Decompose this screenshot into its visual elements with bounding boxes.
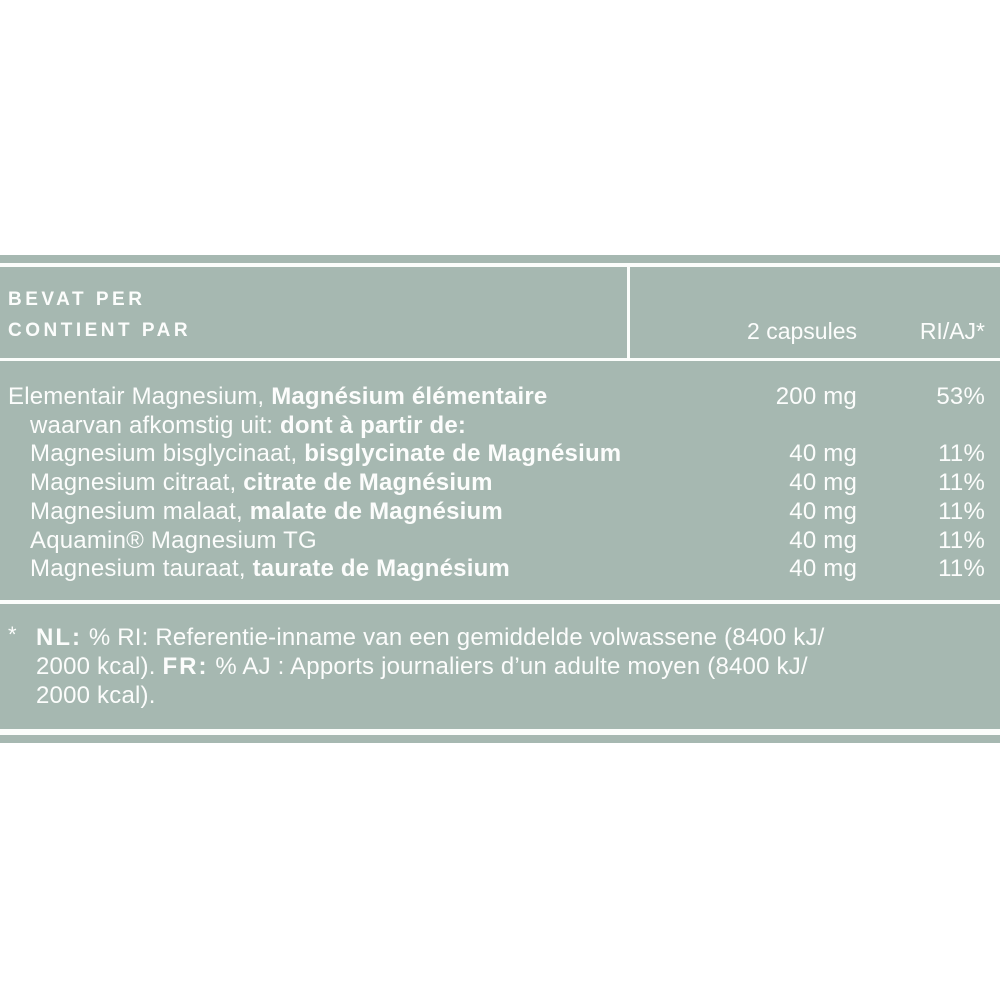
ingredient-amount (747, 412, 857, 441)
ingredient-ri (857, 412, 985, 441)
ingredient-ri: 11% (938, 497, 985, 525)
ingredient-name-nl: Magnesium bisglycinaat, (30, 440, 305, 468)
ingredient-name-nl: Magnesium tauraat, (30, 555, 253, 583)
ingredient-name-nl: Magnesium malaat, (30, 497, 250, 525)
ingredient-amount: 200 mg (775, 383, 857, 410)
ingredient-amount: 40 mg (789, 497, 857, 525)
column-header-ri: RI/AJ* (919, 318, 985, 344)
table-row (8, 412, 985, 441)
ingredient-name-fr: citrate de Magnésium (243, 469, 493, 497)
panel-title-line1: BEVAT PER (8, 289, 146, 310)
ingredient-name (8, 527, 747, 556)
footnote-fr-text: % AJ : Apports journaliers d’un adulte moyen (8400 kJ/ (208, 653, 808, 680)
ingredient-amount: 40 mg (789, 440, 857, 468)
ingredient-name (8, 498, 747, 527)
footnote-asterisk: * (8, 622, 17, 647)
ingredient-ri: 11% (938, 469, 985, 497)
ingredient-name-nl: Magnesium citraat, (30, 469, 244, 497)
footnote-fr-label: FR: (162, 653, 209, 680)
column-headers (0, 267, 1000, 358)
table-row (8, 555, 985, 584)
ingredient-name (8, 412, 747, 441)
table-row (8, 383, 985, 412)
ingredient-name-fr: bisglycinate de Magnésium (304, 440, 622, 468)
ingredient-amount: 40 mg (789, 555, 857, 583)
ingredient-name-nl: Elementair Magnesium, (8, 383, 272, 410)
ingredient-name (8, 440, 747, 469)
ingredient-ri: 11% (938, 440, 985, 468)
panel-title-line2: CONTIENT PAR (8, 320, 192, 341)
ingredient-name-fr: dont à partir de: (280, 411, 467, 439)
supplement-facts-panel (0, 255, 1000, 743)
table-row (8, 527, 985, 556)
table-row (8, 440, 985, 469)
column-header-amount: 2 capsules (747, 318, 857, 344)
ingredient-amount: 40 mg (789, 526, 857, 554)
table-row (8, 498, 985, 527)
header-bottom-rule (0, 358, 1000, 361)
ingredient-amount: 40 mg (789, 469, 857, 497)
ingredient-name (8, 555, 747, 584)
footnote-top-rule (0, 600, 1000, 604)
ingredient-ri: 11% (938, 555, 985, 583)
footnote-line3: 2000 kcal). (36, 682, 156, 709)
table-row (8, 469, 985, 498)
ingredient-name-fr: malate de Magnésium (249, 497, 503, 525)
ingredient-ri: 53% (936, 383, 985, 410)
footnote-line2-start: 2000 kcal). (36, 653, 163, 680)
ingredient-name-fr: taurate de Magnésium (252, 555, 510, 583)
panel-bottom-rule (0, 729, 1000, 735)
footnote-text (36, 623, 954, 710)
ingredient-ri: 11% (938, 526, 985, 554)
footnote-nl-text: % RI: Referentie-inname van een gemiddelde volwassene (8400 kJ/ (81, 624, 825, 651)
ingredient-table (8, 383, 985, 584)
footnote (8, 623, 954, 710)
ingredient-name-nl: Aquamin® Magnesium TG (30, 526, 317, 554)
footnote-nl-label: NL: (36, 624, 82, 651)
ingredient-name-fr: Magnésium élémentaire (271, 383, 548, 410)
ingredient-name (8, 383, 747, 412)
ingredient-name (8, 469, 747, 498)
ingredient-name-nl: waarvan afkomstig uit: (30, 411, 281, 439)
